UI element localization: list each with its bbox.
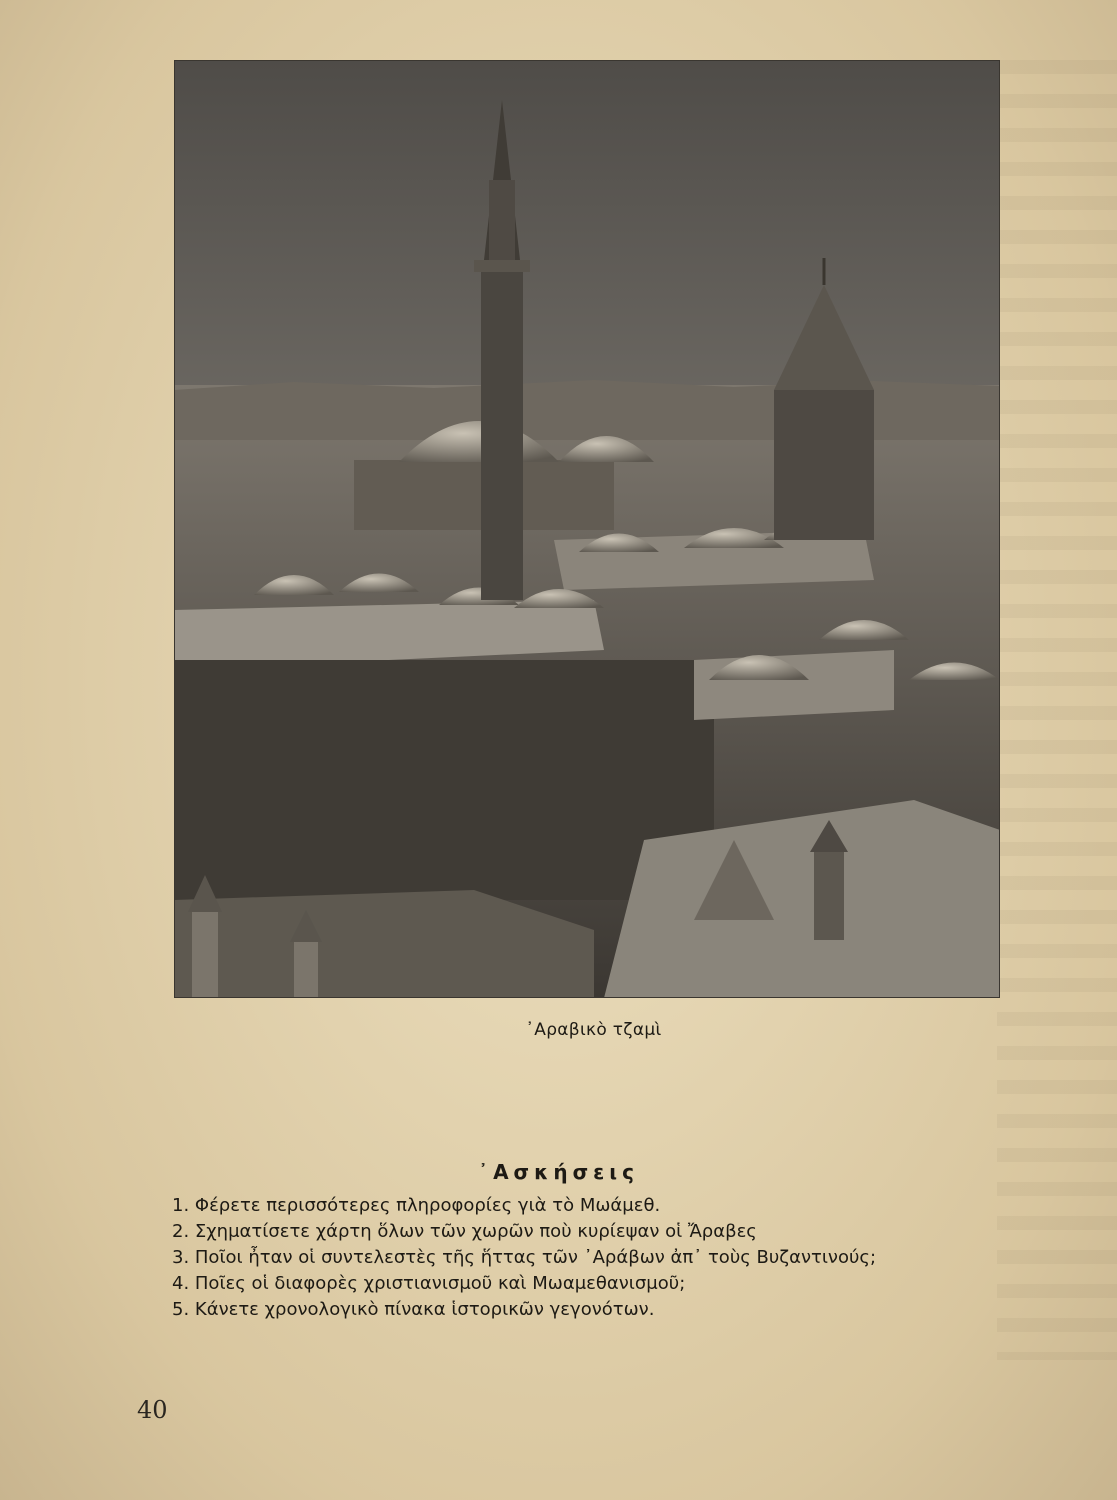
exercise-item: 4. Ποῖες οἱ διαφορὲς χριστιανισμοῦ καὶ Μωαμεθανισμοῦ; xyxy=(172,1273,686,1294)
exercise-item: 1. Φέρετε περισσότερες πληροφορίες γιὰ τὸ Μωάμεθ. xyxy=(172,1195,661,1216)
mosque-photo-drawing xyxy=(174,60,1000,998)
mosque-photograph xyxy=(174,60,1000,998)
page-number: 40 xyxy=(137,1396,168,1424)
photo-caption: ᾿Αραβικὸ τζαμὶ xyxy=(525,1020,662,1040)
exercise-item: 5. Κάνετε χρονολογικὸ πίνακα ἱστορικῶν γεγονότων. xyxy=(172,1299,655,1320)
exercise-item: 3. Ποῖοι ἦταν οἱ συντελεστὲς τῆς ἥττας τῶν ᾿Αράβων ἀπ᾿ τοὺς Βυζαντινούς; xyxy=(172,1247,877,1268)
exercises-list xyxy=(172,1193,1032,1323)
exercise-item: 2. Σχηματίσετε χάρτη ὅλων τῶν χωρῶν ποὺ κυρίεψαν οἱ Ἄραβες xyxy=(172,1221,757,1242)
exercises-heading: ᾿Ασκήσεις xyxy=(478,1160,639,1184)
